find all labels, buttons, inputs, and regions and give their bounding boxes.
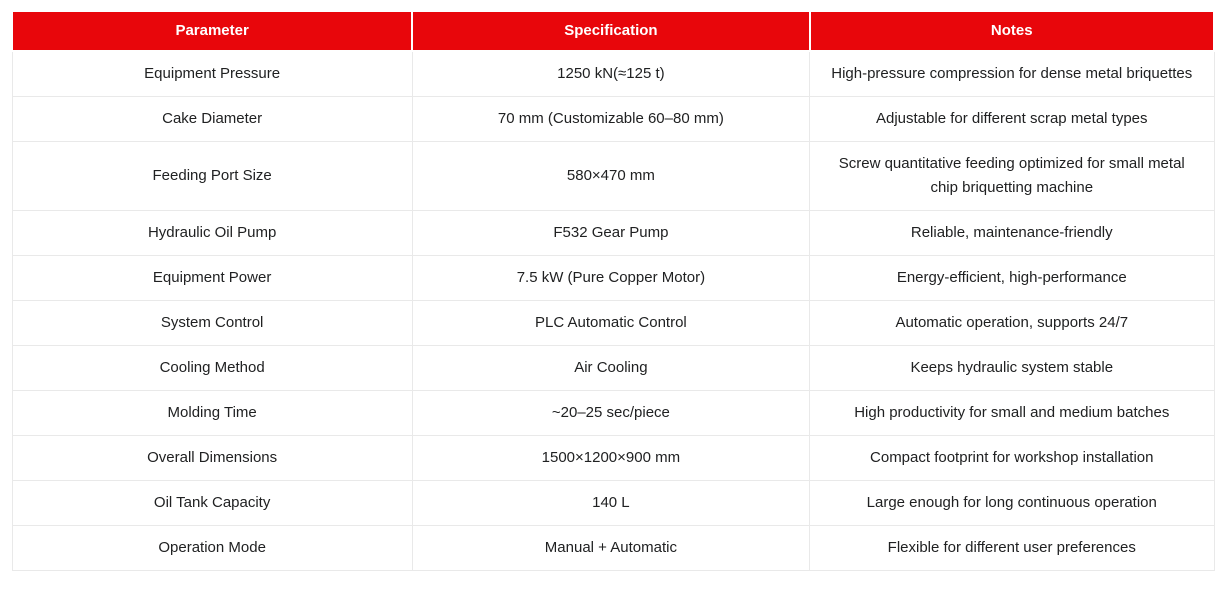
spec-table-body — [12, 51, 1214, 571]
table-header — [12, 11, 1214, 51]
cell-notes: High productivity for small and medium batches — [810, 391, 1214, 436]
cell-notes: High-pressure compression for dense metal briquettes — [810, 51, 1214, 97]
cell-parameter: Equipment Pressure — [12, 51, 412, 97]
table-row — [12, 481, 1214, 526]
column-header-specification: Specification — [412, 11, 809, 51]
cell-parameter: Operation Mode — [12, 526, 412, 571]
column-header-parameter: Parameter — [12, 11, 412, 51]
cell-notes: Compact footprint for workshop installation — [810, 436, 1214, 481]
column-header-notes: Notes — [810, 11, 1214, 51]
table-row — [12, 211, 1214, 256]
table-row — [12, 436, 1214, 481]
cell-specification: ~20–25 sec/piece — [412, 391, 809, 436]
cell-parameter: Feeding Port Size — [12, 142, 412, 211]
cell-parameter: Cooling Method — [12, 346, 412, 391]
table-row — [12, 51, 1214, 97]
cell-specification: 580×470 mm — [412, 142, 809, 211]
table-row — [12, 301, 1214, 346]
table-row — [12, 526, 1214, 571]
cell-notes: Automatic operation, supports 24/7 — [810, 301, 1214, 346]
cell-notes: Screw quantitative feeding optimized for small metal chip briquetting machine — [810, 142, 1214, 211]
table-row — [12, 346, 1214, 391]
cell-notes: Flexible for different user preferences — [810, 526, 1214, 571]
cell-parameter: Equipment Power — [12, 256, 412, 301]
table-header-row — [12, 11, 1214, 51]
cell-notes: Adjustable for different scrap metal types — [810, 97, 1214, 142]
cell-specification: 1250 kN(≈125 t) — [412, 51, 809, 97]
table-row — [12, 97, 1214, 142]
cell-parameter: Oil Tank Capacity — [12, 481, 412, 526]
specification-table — [11, 10, 1215, 571]
cell-notes: Energy-efficient, high-performance — [810, 256, 1214, 301]
cell-specification: 70 mm (Customizable 60–80 mm) — [412, 97, 809, 142]
cell-notes: Large enough for long continuous operation — [810, 481, 1214, 526]
cell-specification: 7.5 kW (Pure Copper Motor) — [412, 256, 809, 301]
table-row — [12, 391, 1214, 436]
table-row — [12, 142, 1214, 211]
cell-specification: Air Cooling — [412, 346, 809, 391]
cell-specification: 140 L — [412, 481, 809, 526]
cell-specification: F532 Gear Pump — [412, 211, 809, 256]
cell-parameter: System Control — [12, 301, 412, 346]
cell-specification: Manual + Automatic — [412, 526, 809, 571]
cell-notes: Reliable, maintenance-friendly — [810, 211, 1214, 256]
cell-notes: Keeps hydraulic system stable — [810, 346, 1214, 391]
cell-parameter: Molding Time — [12, 391, 412, 436]
cell-parameter: Hydraulic Oil Pump — [12, 211, 412, 256]
cell-specification: 1500×1200×900 mm — [412, 436, 809, 481]
table-row — [12, 256, 1214, 301]
cell-parameter: Overall Dimensions — [12, 436, 412, 481]
cell-parameter: Cake Diameter — [12, 97, 412, 142]
cell-specification: PLC Automatic Control — [412, 301, 809, 346]
